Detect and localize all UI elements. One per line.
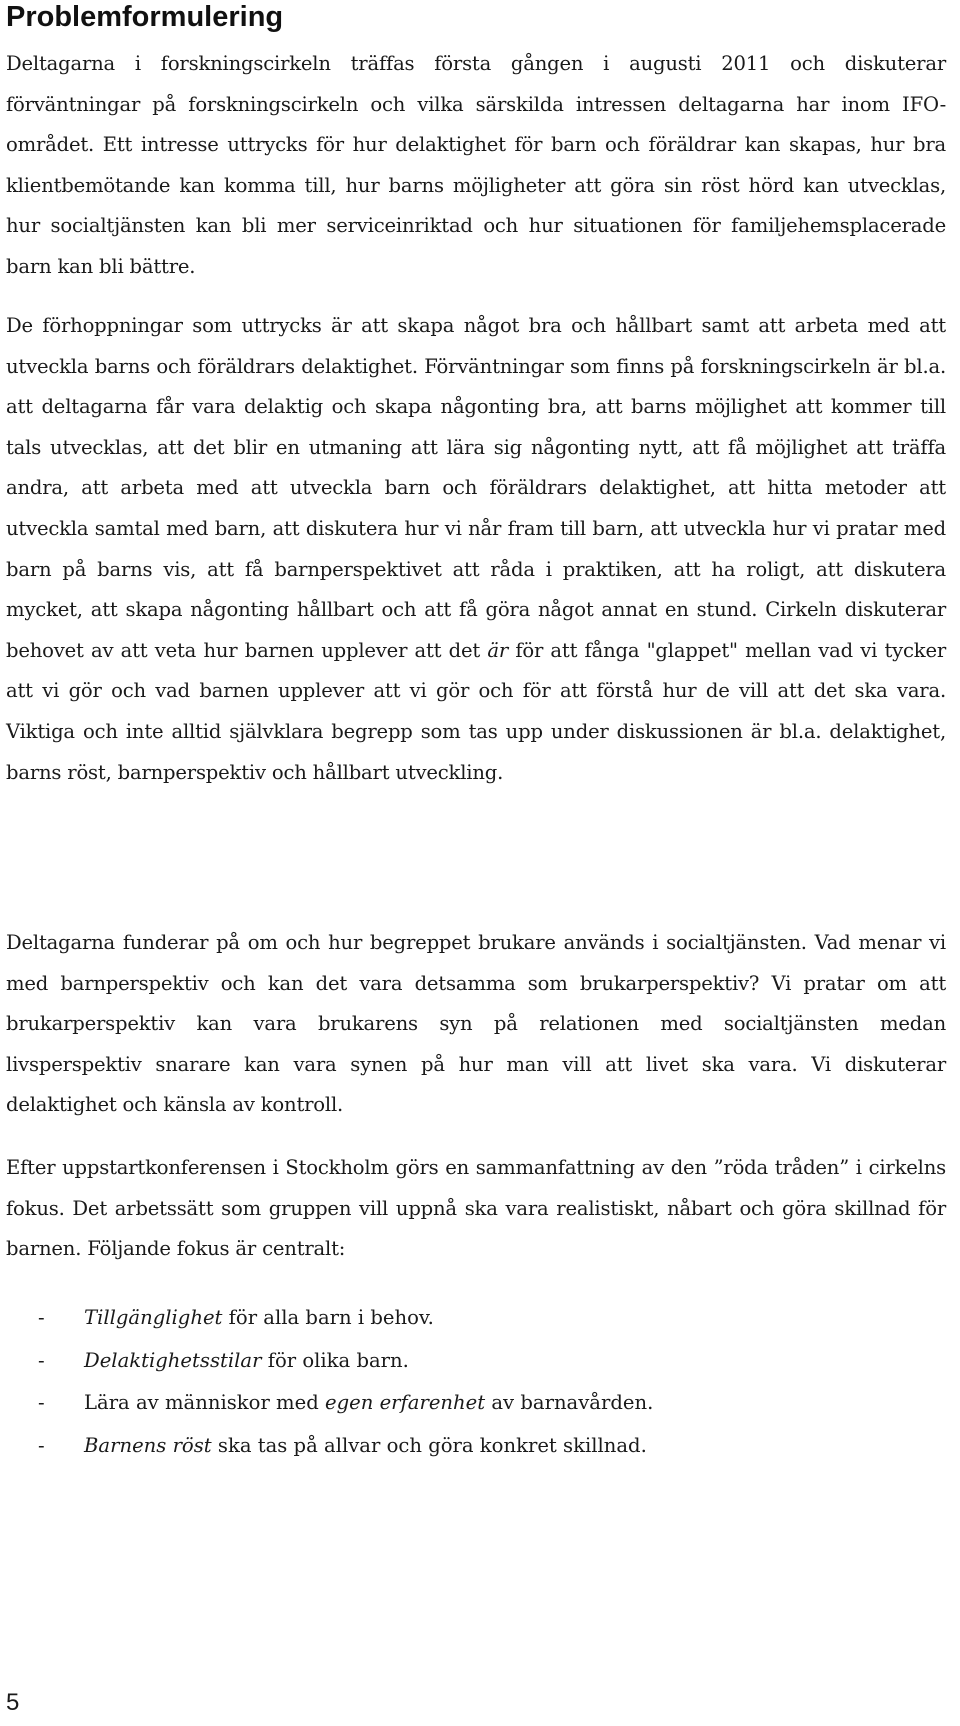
list-item-text: för alla barn i behov.: [222, 1306, 434, 1329]
list-item-text: ska tas på allvar och göra konkret skillnad.: [211, 1434, 647, 1458]
list-item-text: för olika barn.: [261, 1348, 409, 1372]
list-item-text: av barnavården.: [485, 1391, 654, 1415]
paragraph-focus-intro: Efter uppstartkonferensen i Stockholm görs en sammanfattning av den ”röda tråden” i cirkelns fokus. Det arbetssätt som gruppen vill uppnå ska vara realistiskt, nåbart och göra skillnad för barnen. Följande fokus är centralt:: [6, 1156, 946, 1261]
emphasis-text: Barnens röst: [84, 1434, 212, 1458]
list-item: [6, 1425, 653, 1468]
emphasis-text: är: [487, 638, 509, 662]
list-item-text: Lära av människor med: [84, 1391, 325, 1415]
paragraph-text: De förhoppningar som uttrycks är att skapa något bra och hållbart samt att arbeta med att utveckla barns och föräldrars delaktighet. Förväntningar som finns på forskningscirkeln är bl.a. att deltagarna får vara delaktig och skapa någonting bra, att barns möjlighet att kommer till tals utvecklas, att det blir en utmaning att lära sig någonting nytt, att få möjlighet att träffa andra, att arbeta med att utveckla barn och föräldrars delaktighet, att hitta metoder att utveckla samtal med barn, att diskutera hur vi når fram till barn, att utveckla hur vi pratar med barn på barns vis, att få barnperspektivet att råda i praktiken, att ha roligt, att diskutera mycket, att skapa någonting hållbart och att få göra något annat en stund. Cirkeln diskuterar behovet av att veta hur barnen upplever att det: [6, 314, 946, 662]
emphasis-text: egen erfarenhet: [324, 1391, 486, 1415]
list-marker: -: [38, 1348, 45, 1372]
paragraph-expectations: [6, 306, 946, 793]
emphasis-text: Delaktighetsstilar: [84, 1348, 262, 1372]
page-number: 5: [6, 1689, 20, 1716]
focus-list: [6, 1297, 653, 1468]
list-item: [6, 1297, 653, 1340]
paragraph-user-concept: Deltagarna funderar på om och hur begreppet brukare används i socialtjänsten. Vad menar vi med barnperspektiv och kan det vara detsamma som brukarperspektiv? Vi pratar om att brukarperspektiv kan vara brukarens syn på relationen med socialtjänsten medan livsperspektiv snarare kan vara synen på hur man vill att livet ska vara. Vi diskuterar delaktighet och känsla av kontroll.: [6, 931, 946, 1117]
emphasis-text: Tillgänglighet: [84, 1306, 223, 1329]
list-marker: -: [38, 1306, 45, 1329]
paragraph-intro: Deltagarna i forskningscirkeln träffas första gången i augusti 2011 och diskuterar förväntningar på forskningscirkeln och vilka särskilda intressen deltagarna har inom IFO-området. Ett intresse uttrycks för hur delaktighet för barn och föräldrar kan skapas, hur bra klientbemötande kan komma till, hur barns möjligheter att göra sin röst hörd kan utvecklas, hur socialtjänsten kan bli mer serviceinriktad och hur situationen för familjehemsplacerade barn kan bli bättre.: [6, 52, 946, 278]
paragraph-text: för att fånga "glappet" mellan vad vi tycker att vi gör och vad barnen upplever att vi gör och för att förstå hur de vill att det ska vara. Viktiga och inte alltid självklara begrepp som tas upp under diskussionen är bl.a. delaktighet, barns röst, barnperspektiv och hållbart utveckling.: [6, 638, 947, 784]
list-item: [6, 1382, 653, 1425]
list-marker: -: [38, 1434, 45, 1458]
list-marker: -: [38, 1391, 45, 1415]
list-item: [6, 1340, 653, 1383]
section-heading: Problemformulering: [6, 1, 284, 33]
